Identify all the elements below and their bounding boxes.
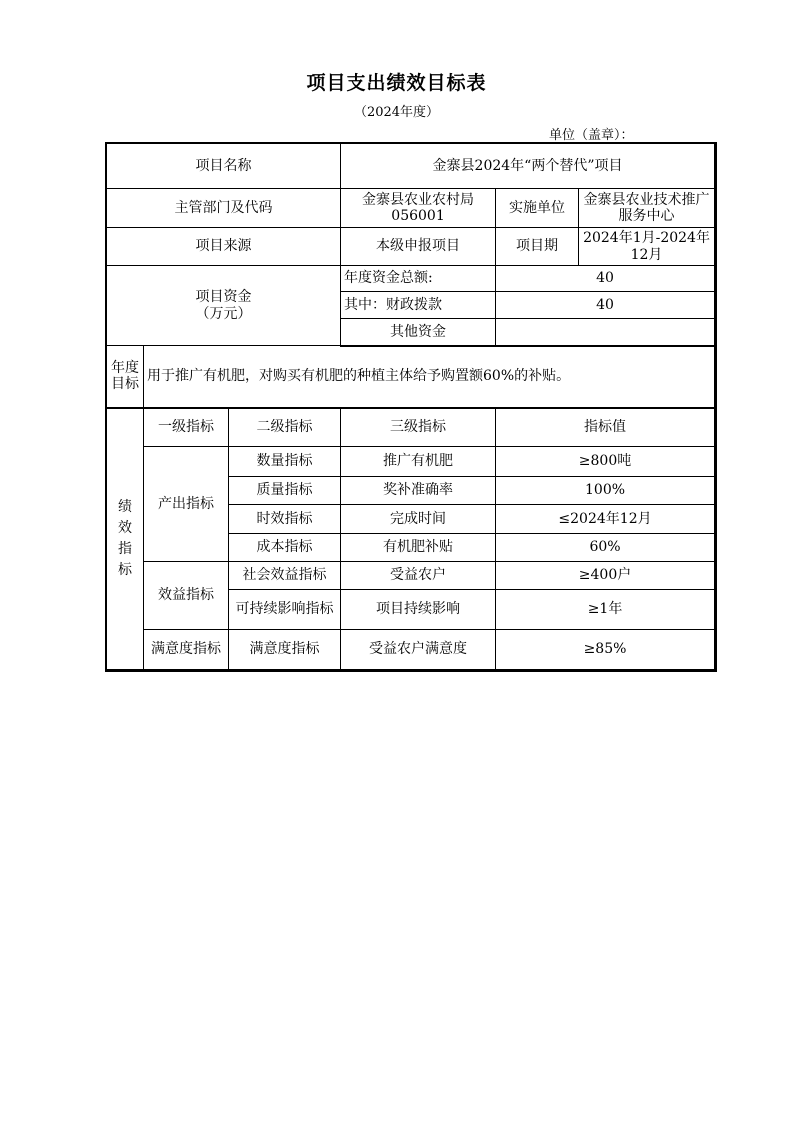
- implementing-unit-label: 实施单位: [496, 189, 579, 228]
- indicators-section-char: 标: [118, 561, 132, 578]
- level3-cell: 奖补准确率: [341, 477, 496, 505]
- funds-fiscal-label: 其中：财政拨款: [341, 292, 496, 319]
- source-value: 本级申报项目: [341, 228, 496, 266]
- department-label: 主管部门及代码: [107, 189, 341, 228]
- year-label: （2024年度）: [353, 105, 440, 120]
- indicators-section-char: 绩: [118, 498, 132, 515]
- goal-label: [107, 346, 144, 408]
- source-label: 项目来源: [107, 228, 341, 266]
- unit-seal-label: 单位（盖章）：: [549, 128, 634, 143]
- implementing-unit-value: 金寨县农业技术推广服务中心: [579, 189, 715, 228]
- value-cell: 100%: [496, 477, 715, 505]
- funds-label: [107, 266, 341, 346]
- goal-label-line2: 目标: [111, 376, 139, 393]
- level3-cell: 受益农户满意度: [341, 630, 496, 670]
- period-label: 项目期: [496, 228, 579, 266]
- project-name-label: 项目名称: [107, 144, 341, 189]
- period-value: 2024年1月-2024年12月: [579, 228, 715, 266]
- header-level3: 三级指标: [341, 408, 496, 447]
- level3-cell: 受益农户: [341, 562, 496, 590]
- level2-cell: 成本指标: [229, 534, 341, 562]
- indicators-section-label: [107, 408, 144, 670]
- level3-cell: 推广有机肥: [341, 447, 496, 477]
- goal-text: 用于推广有机肥，对购买有机肥的种植主体给予购置额60%的补贴。: [144, 346, 715, 408]
- value-cell: ≤2024年12月: [496, 505, 715, 534]
- value-cell: 60%: [496, 534, 715, 562]
- performance-table: [106, 143, 715, 670]
- funds-other-label: 其他资金: [341, 319, 496, 346]
- funds-total-label: 年度资金总额:: [341, 266, 496, 292]
- level2-cell: 质量指标: [229, 477, 341, 505]
- level3-cell: 完成时间: [341, 505, 496, 534]
- funds-total-value: 40: [496, 266, 715, 292]
- header-level1: 一级指标: [144, 408, 229, 447]
- level2-cell: 满意度指标: [229, 630, 341, 670]
- value-cell: ≥85%: [496, 630, 715, 670]
- project-name-value: 金寨县2024年“两个替代”项目: [341, 144, 715, 189]
- level3-cell: 有机肥补贴: [341, 534, 496, 562]
- indicators-section-char: 效: [118, 519, 132, 536]
- funds-other-value: [496, 319, 715, 346]
- value-cell: ≥800吨: [496, 447, 715, 477]
- goal-label-line1: 年度: [111, 360, 139, 377]
- satisfaction-indicators-label: 满意度指标: [144, 630, 229, 670]
- department-value: 金寨县农业农村局056001: [341, 189, 496, 228]
- value-cell: ≥400户: [496, 562, 715, 590]
- funds-fiscal-value: 40: [496, 292, 715, 319]
- benefit-indicators-label: 效益指标: [144, 562, 229, 630]
- value-cell: ≥1年: [496, 590, 715, 630]
- header-level2: 二级指标: [229, 408, 341, 447]
- funds-label-line2: （万元）: [195, 305, 252, 322]
- indicators-section-char: 指: [118, 540, 132, 557]
- funds-label-line1: 项目资金: [195, 289, 252, 306]
- output-indicators-label: 产出指标: [144, 447, 229, 562]
- level2-cell: 社会效益指标: [229, 562, 341, 590]
- header-value: 指标值: [496, 408, 715, 447]
- level2-cell: 数量指标: [229, 447, 341, 477]
- level2-cell: 可持续影响指标: [229, 590, 341, 630]
- page-title: 项目支出绩效目标表: [306, 72, 487, 94]
- level3-cell: 项目持续影响: [341, 590, 496, 630]
- level2-cell: 时效指标: [229, 505, 341, 534]
